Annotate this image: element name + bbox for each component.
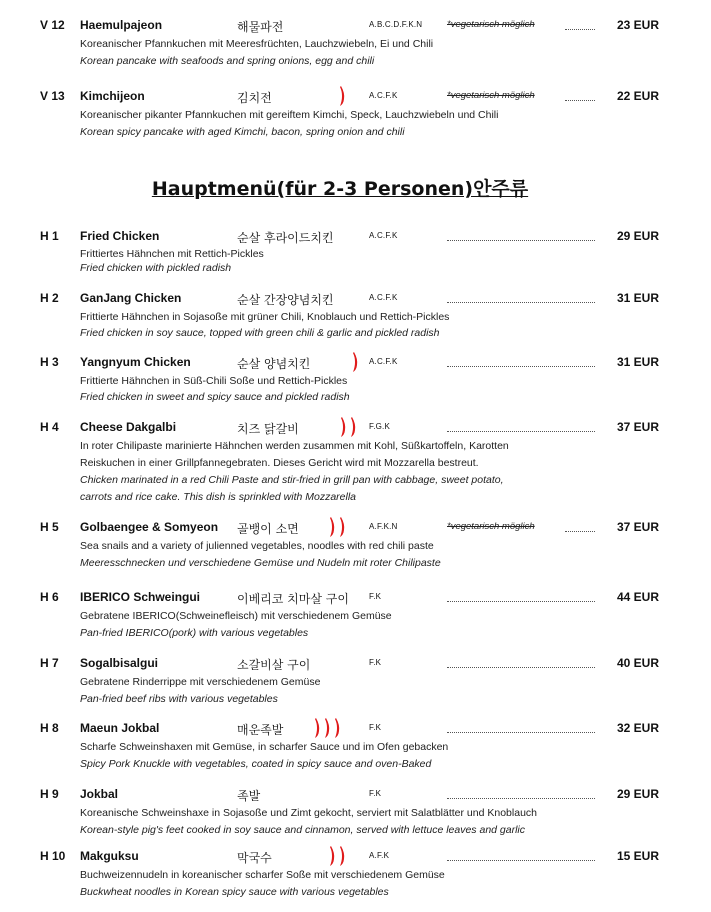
item-price: 31 EUR xyxy=(617,291,660,305)
dotted-leader xyxy=(447,798,595,799)
item-allergens: A.C.F.K xyxy=(369,231,398,240)
item-description-en: Korean pancake with seafoods and spring onions, egg and chili xyxy=(80,55,375,67)
item-name: GanJang Chicken xyxy=(80,291,182,305)
item-korean-name: 순살 양념치킨 xyxy=(237,357,311,371)
item-allergens: A.F.K.N xyxy=(369,522,398,531)
item-allergens: F.G.K xyxy=(369,422,391,431)
chili-pepper-icon xyxy=(339,845,346,867)
item-vegetarian-note: *vegetarisch möglich xyxy=(447,90,535,101)
menu-item-h10 xyxy=(0,849,711,901)
item-description-en: Korean spicy pancake with aged Kimchi, bacon, spring onion and chili xyxy=(80,126,405,138)
item-korean-name: 이베리코 치마살 구이 xyxy=(237,592,349,606)
chili-pepper-icon xyxy=(324,717,331,739)
item-korean-name: 막국수 xyxy=(237,851,272,865)
item-description-de: Reiskuchen in einer Grillpfannegebraten. Dieses Gericht wird mit Mozzarella bestreut. xyxy=(80,457,479,469)
menu-item-h5 xyxy=(0,520,711,572)
item-price: 37 EUR xyxy=(617,520,660,534)
chili-icons xyxy=(339,85,346,107)
item-name: Fried Chicken xyxy=(80,229,160,243)
item-code: H 9 xyxy=(40,787,59,801)
item-description-de: Sea snails and a variety of julienned vegetables, noodles with red chili paste xyxy=(80,540,434,552)
chili-pepper-icon xyxy=(329,845,336,867)
item-description-de: Koreanischer pikanter Pfannkuchen mit gereiftem Kimchi, Speck, Lauchzwiebeln und Chili xyxy=(80,109,499,121)
menu-item-h8 xyxy=(0,721,711,773)
dotted-leader xyxy=(447,667,595,668)
item-name: Haemulpajeon xyxy=(80,18,163,32)
chili-icons xyxy=(352,351,359,373)
chili-pepper-icon xyxy=(339,516,346,538)
item-description-en: Spicy Pork Knuckle with vegetables, coated in spicy sauce and oven-Baked xyxy=(80,758,432,770)
item-korean-name: 족발 xyxy=(237,789,261,803)
item-price: 23 EUR xyxy=(617,18,660,32)
item-allergens: A.C.F.K xyxy=(369,293,398,302)
item-price: 15 EUR xyxy=(617,849,660,863)
item-allergens: F.K xyxy=(369,658,382,667)
item-code: V 12 xyxy=(40,18,65,32)
item-name: Maeun Jokbal xyxy=(80,721,160,735)
chili-pepper-icon xyxy=(340,416,347,438)
menu-item-h7 xyxy=(0,656,711,708)
item-code: H 8 xyxy=(40,721,59,735)
item-code: H 4 xyxy=(40,420,59,434)
section-title: Hauptmenü(für 2-3 Personen)안주류 xyxy=(151,178,529,200)
item-price: 40 EUR xyxy=(617,656,660,670)
item-description-de: Gebratene Rinderrippe mit verschiedenem Gemüse xyxy=(80,676,321,688)
item-korean-name: 순살 후라이드치킨 xyxy=(237,231,334,245)
chili-icons xyxy=(329,845,346,867)
item-code: H 3 xyxy=(40,355,59,369)
item-code: H 5 xyxy=(40,520,59,534)
item-description-en: carrots and rice cake. This dish is sprinkled with Mozzarella xyxy=(80,491,357,503)
dotted-leader xyxy=(447,860,595,861)
chili-pepper-icon xyxy=(350,416,357,438)
dotted-leader xyxy=(447,240,595,241)
item-description-de: Buchweizennudeln in koreanischer scharfer Soße mit verschiedenem Gemüse xyxy=(80,869,445,881)
item-description-en: Buckwheat noodles in Korean spicy sauce with various vegetables xyxy=(80,886,389,898)
item-allergens: A.C.F.K xyxy=(369,357,398,366)
item-description-en: Pan-fried IBERICO(pork) with various vegetables xyxy=(80,627,309,639)
item-description-en: Korean-style pig's feet cooked in soy sauce and cinnamon, served with lettuce leaves and garlic xyxy=(80,824,526,836)
item-allergens: F.K xyxy=(369,723,382,732)
item-korean-name: 순살 간장양념치킨 xyxy=(237,293,334,307)
item-allergens: F.K xyxy=(369,789,382,798)
item-description-de: In roter Chilipaste marinierte Hähnchen werden zusammen mit Kohl, Süßkartoffeln, Karotten xyxy=(80,440,509,452)
item-price: 22 EUR xyxy=(617,89,660,103)
chili-icons xyxy=(340,416,357,438)
dotted-leader xyxy=(447,601,595,602)
chili-icons xyxy=(329,516,346,538)
item-description-de: Frittierte Hähnchen in Süß-Chili Soße und Rettich-Pickles xyxy=(80,375,348,387)
item-korean-name: 매운족발 xyxy=(237,723,284,737)
dotted-leader xyxy=(565,100,595,101)
item-price: 31 EUR xyxy=(617,355,660,369)
dotted-leader xyxy=(565,531,595,532)
chili-icons xyxy=(314,717,341,739)
item-name: Cheese Dakgalbi xyxy=(80,420,177,434)
item-name: Yangnyum Chicken xyxy=(80,355,191,369)
item-korean-name: 소갈비살 구이 xyxy=(237,658,311,672)
item-allergens: A.F.K xyxy=(369,851,390,860)
item-description-de: Gebratene IBERICO(Schweinefleisch) mit verschiedenem Gemüse xyxy=(80,610,392,622)
item-name: Makguksu xyxy=(80,849,139,863)
item-description-de: Koreanische Schweinshaxe in Sojasoße und Zimt gekocht, serviert mit Salatblätter und Knoblauch xyxy=(80,807,537,819)
item-description-en: Fried chicken with pickled radish xyxy=(80,262,232,274)
menu-item-h2 xyxy=(0,291,711,341)
item-korean-name: 치즈 닭갈비 xyxy=(237,422,299,436)
menu-item-h6 xyxy=(0,590,711,642)
item-korean-name: 김치전 xyxy=(237,91,272,105)
item-price: 44 EUR xyxy=(617,590,660,604)
item-vegetarian-note: *vegetarisch möglich xyxy=(447,521,535,532)
item-price: 29 EUR xyxy=(617,229,660,243)
menu-item-h4 xyxy=(0,420,711,506)
item-allergens: A.B.C.D.F.K.N xyxy=(369,20,423,29)
item-description-en: Chicken marinated in a red Chili Paste and stir-fried in grill pan with cabbage, sweet potato, xyxy=(80,474,504,486)
item-price: 37 EUR xyxy=(617,420,660,434)
dotted-leader xyxy=(447,431,595,432)
item-code: H 7 xyxy=(40,656,59,670)
dotted-leader xyxy=(565,29,595,30)
item-name: Kimchijeon xyxy=(80,89,145,103)
item-code: H 2 xyxy=(40,291,59,305)
chili-pepper-icon xyxy=(329,516,336,538)
item-allergens: A.C.F.K xyxy=(369,91,398,100)
item-allergens: F.K xyxy=(369,592,382,601)
item-description-de: Frittierte Hähnchen in Sojasoße mit grüner Chili, Knoblauch und Rettich-Pickles xyxy=(80,311,450,323)
item-description-de: Frittiertes Hähnchen mit Rettich-Pickles xyxy=(80,248,264,260)
item-name: Jokbal xyxy=(80,787,119,801)
menu-item-h1 xyxy=(0,229,711,275)
item-description-en: Fried chicken in soy sauce, topped with green chili & garlic and pickled radish xyxy=(80,327,440,339)
dotted-leader xyxy=(447,302,595,303)
chili-pepper-icon xyxy=(352,351,359,373)
item-description-de: Koreanischer Pfannkuchen mit Meeresfrüchten, Lauchzwiebeln, Ei und Chili xyxy=(80,38,434,50)
item-price: 29 EUR xyxy=(617,787,660,801)
item-name: IBERICO Schweingui xyxy=(80,590,201,604)
chili-pepper-icon xyxy=(334,717,341,739)
dotted-leader xyxy=(447,366,595,367)
item-description-en: Meeresschnecken und verschiedene Gemüse und Nudeln mit roter Chilipaste xyxy=(80,557,441,569)
dotted-leader xyxy=(447,732,595,733)
item-description-en: Pan-fried beef ribs with various vegetables xyxy=(80,693,278,705)
menu-item-h9 xyxy=(0,787,711,839)
item-price: 32 EUR xyxy=(617,721,660,735)
menu-item-v13 xyxy=(0,89,711,141)
item-korean-name: 골뱅이 소면 xyxy=(237,522,299,536)
menu-item-v12 xyxy=(0,18,711,70)
item-korean-name: 해물파전 xyxy=(237,20,284,34)
item-code: H 6 xyxy=(40,590,59,604)
item-code: H 10 xyxy=(40,849,66,863)
menu-item-h3 xyxy=(0,355,711,405)
item-description-de: Scharfe Schweinshaxen mit Gemüse, in scharfer Sauce und im Ofen gebacken xyxy=(80,741,449,753)
item-name: Golbaengee & Somyeon xyxy=(80,520,219,534)
item-name: Sogalbisalgui xyxy=(80,656,159,670)
item-code: H 1 xyxy=(40,229,59,243)
item-description-en: Fried chicken in sweet and spicy sauce and pickled radish xyxy=(80,391,350,403)
chili-pepper-icon xyxy=(339,85,346,107)
item-code: V 13 xyxy=(40,89,65,103)
chili-pepper-icon xyxy=(314,717,321,739)
item-vegetarian-note: *vegetarisch möglich xyxy=(447,19,535,30)
